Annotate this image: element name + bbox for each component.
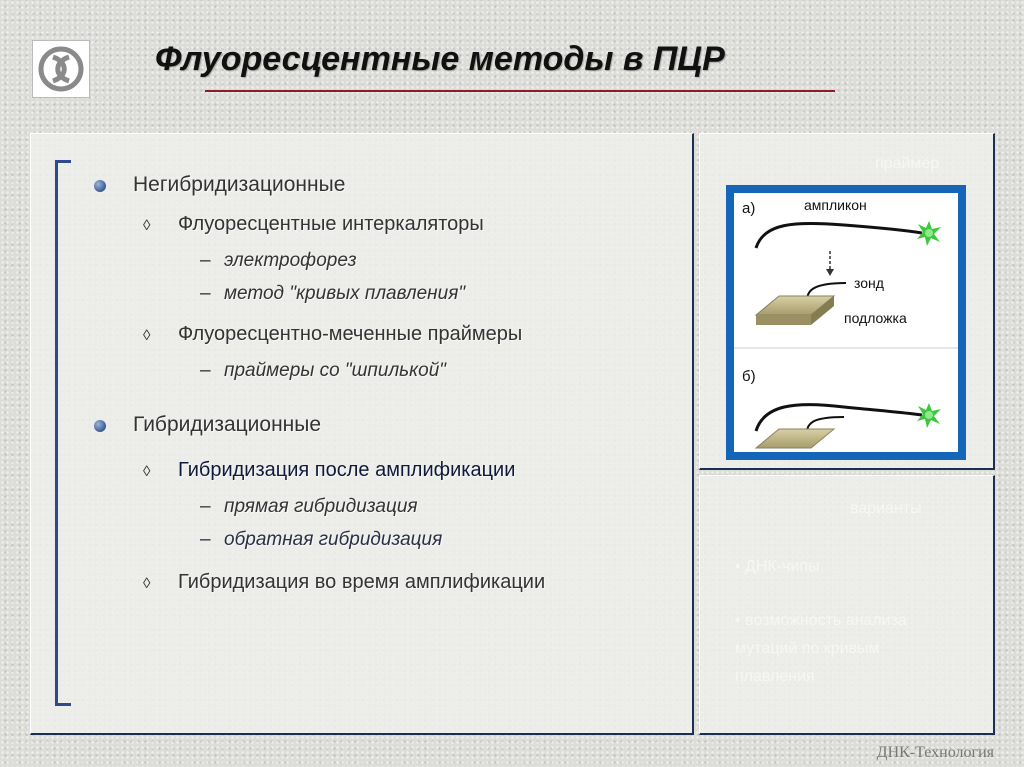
title-underline <box>205 90 835 92</box>
faint-text-chips: • ДНК-чипы <box>735 558 820 575</box>
outline-group-hybridization: Гибридизационные <box>133 413 322 436</box>
faint-text-top: праймер <box>875 155 940 172</box>
figure-canvas <box>734 193 958 452</box>
diamond-icon: ◊ <box>143 463 151 480</box>
outline-post-amplification: Гибридизация после амплификации <box>178 459 516 481</box>
amplicon-strand <box>756 223 922 248</box>
dash-icon: – <box>200 496 211 517</box>
diamond-icon: ◊ <box>143 575 151 592</box>
figure-label-a: а) <box>742 200 756 217</box>
footer-brand: ДНК-Технология <box>876 744 994 761</box>
faint-text-variants: варианты <box>850 500 922 517</box>
dash-icon: – <box>200 360 211 381</box>
dash-icon: – <box>200 529 211 550</box>
outline-reverse-hybridization: обратная гибридизация <box>224 529 443 550</box>
faint-text-melting: плавления <box>735 668 815 685</box>
outline-melting-curves: метод "кривых плавления" <box>224 283 466 304</box>
diamond-icon: ◊ <box>143 327 151 344</box>
bullet-icon <box>94 420 106 432</box>
company-logo <box>32 40 90 98</box>
diamond-icon: ◊ <box>143 217 151 234</box>
substrate-slab <box>756 429 834 448</box>
outline-intercalators: Флуоресцентные интеркаляторы <box>178 213 484 235</box>
figure-label-amplicon: ампликон <box>804 197 867 213</box>
figure-label-substrate: подложка <box>844 310 907 326</box>
page-title: Флуоресцентные методы в ПЦР <box>155 40 725 78</box>
outline-labeled-primers: Флуоресцентно-меченные праймеры <box>178 323 523 345</box>
outline-bracket <box>55 160 71 706</box>
arrow-head-icon <box>826 269 834 276</box>
figure-label-b: б) <box>742 368 756 385</box>
faint-text-mutations: мутаций по кривым <box>735 640 880 657</box>
outline-during-amplification: Гибридизация во время амплификации <box>178 571 546 593</box>
side-panel <box>699 475 995 735</box>
hybridization-diagram <box>734 193 958 452</box>
outline-hairpin-primers: праймеры со "шпилькой" <box>224 360 447 381</box>
outline-group-nonhybridization: Негибридизационные <box>133 173 346 196</box>
figure-label-probe: зонд <box>854 275 884 291</box>
faint-text-analysis: • возможность анализа <box>735 612 907 629</box>
substrate-edge <box>756 315 811 325</box>
dash-icon: – <box>200 250 211 271</box>
hybridization-figure <box>726 185 966 460</box>
outline-direct-hybridization: прямая гибридизация <box>224 496 418 517</box>
bullet-icon <box>94 180 106 192</box>
outline-electrophoresis: электрофорез <box>224 250 357 271</box>
dash-icon: – <box>200 283 211 304</box>
logo-icon <box>36 44 86 94</box>
